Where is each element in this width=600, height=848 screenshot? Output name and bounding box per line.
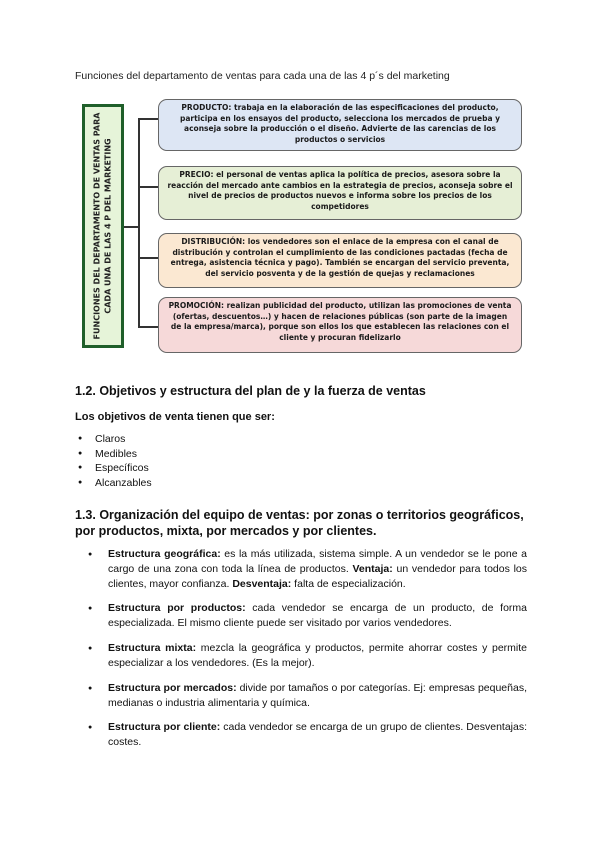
card-promocion: PROMOCIÓN: realizan publicidad del producto, utilizan las promociones de venta (ofertas, descuentos…) y hacen de relaciones públicas (son parte de la imagen de la empresa/marca), porque son ellos los que establecen las relaciones con el cliente y procuran fidelizarlo: [158, 297, 522, 353]
structure-markets: Estructura por mercados: divide por tamaños o por categorías. Ej: empresas pequeñas, medianas o industria alimentaria y química.: [108, 682, 527, 709]
diagram-side-label: FUNCIONES DEL DEPARTAMENTO DE VENTAS PARA CADA UNA DE LAS 4 P DEL MARKETING: [92, 112, 112, 340]
objectives-list: [75, 432, 152, 490]
connector-vertical: [138, 118, 140, 327]
marketing-4p-diagram: [82, 96, 522, 354]
bullet-icon: ●: [88, 685, 93, 692]
connector-distribucion: [138, 257, 158, 259]
bullet-icon: ●: [88, 551, 93, 558]
structure-geographic: Estructura geográfica: es la más utilizada, sistema simple. A un vendedor se le pone a cargo de una zona con toda la línea de productos. Ventaja: un vendedor para todos los clientes, mayor confianza. Desventaja: falta de especialización.: [108, 548, 528, 590]
list-item: ● Medibles: [75, 447, 152, 462]
section-1-3-heading: 1.3. Organización del equipo de ventas: por zonas o territorios geográficos, por productos, mixta, por mercados y por clientes.: [75, 508, 524, 538]
connector-promocion: [138, 326, 158, 328]
structure-products: Estructura por productos: cada vendedor se encarga de un producto, de forma especializada. El mismo cliente puede ser visitado por varios vendedores.: [108, 602, 528, 629]
connector-main: [124, 226, 138, 228]
structure-client: Estructura por cliente: cada vendedor se encarga de un grupo de clientes. Desventajas: costes.: [108, 721, 527, 748]
card-precio: PRECIO: el personal de ventas aplica la política de precios, asesora sobre la reacción del mercado ante cambios en la estrategia de precios, aconseja sobre el nivel de precios de productos nuevos e informa sobre los precios de los competidores: [158, 166, 522, 220]
intro-text: Funciones del departamento de ventas para cada una de las 4 p´s del marketing: [75, 70, 450, 82]
bullet-icon: ●: [88, 724, 93, 731]
connector-producto: [138, 118, 158, 120]
list-item: ● Claros: [75, 432, 152, 447]
connector-precio: [138, 186, 158, 188]
bullet-icon: ●: [88, 605, 93, 612]
objectives-subtitle: Los objetivos de venta tienen que ser:: [75, 411, 275, 423]
list-item: ● Alcanzables: [75, 476, 152, 491]
section-1-2-heading: 1.2. Objetivos y estructura del plan de y la fuerza de ventas: [75, 384, 426, 398]
card-distribucion: DISTRIBUCIÓN: los vendedores son el enlace de la empresa con el canal de distribución y controlan el cumplimiento de las condiciones pactadas (fecha de entrega, asistencia técnica y pago). También se encargan del servicio preventa, del servicio posventa y de la gestión de quejas y reclamaciones: [158, 233, 522, 288]
list-item: ● Específicos: [75, 461, 152, 476]
card-producto: PRODUCTO: trabaja en la elaboración de las especificaciones del producto, participa en los ensayos del producto, selecciona los mercados de prueba y aconseja sobre la producción o el diseño. Advierte de las carencias de los productos o servicios: [158, 99, 522, 151]
bullet-icon: ●: [88, 645, 93, 652]
diagram-side-box: [82, 104, 124, 348]
structure-mixed: Estructura mixta: mezcla la geográfica y productos, permite ahorrar costes y permite especializar a los vendedores. (Es la mejor).: [108, 642, 527, 669]
